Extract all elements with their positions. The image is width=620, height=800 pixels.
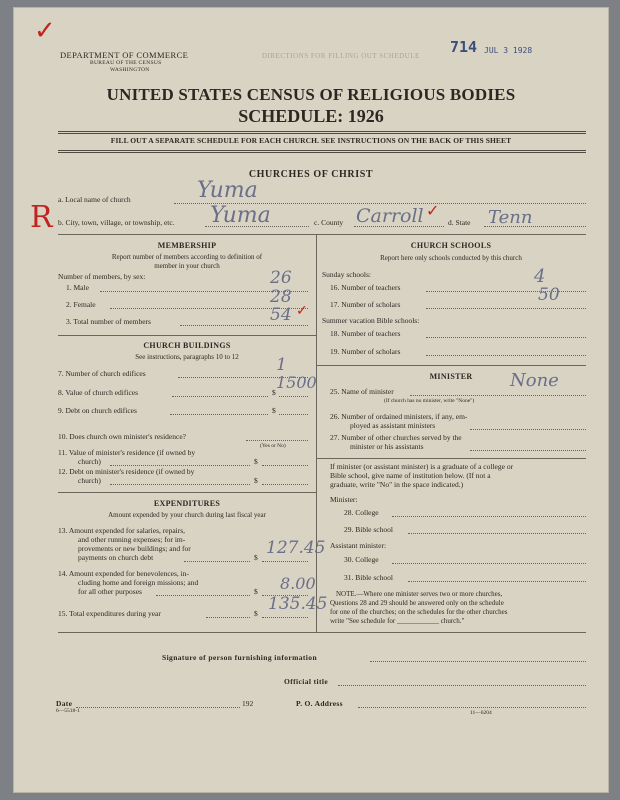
faint-title: DIRECTIONS FOR FILLING OUT SCHEDULE (262, 52, 420, 60)
minister-name-label: 25. Name of minister (330, 387, 394, 396)
receipt-stamp-number: 714 (450, 38, 478, 56)
membership-sub-1: Report number of members according to definition of (111, 253, 263, 261)
female-value: 28 (270, 287, 292, 307)
membership-heading: MEMBERSHIP (157, 241, 217, 250)
assistant-minister-label: Assistant minister: (330, 541, 387, 550)
dollar-sign: $ (254, 587, 258, 596)
summer-scholars-field[interactable] (426, 355, 586, 356)
residence-value-label-2: church) (78, 457, 101, 466)
expense-benevolences-label-1: 14. Amount expended for benevolences, in- (58, 569, 190, 578)
minister-bible-school-field[interactable] (408, 533, 586, 534)
summer-teachers-field[interactable] (426, 337, 586, 338)
summer-schools-label: Summer vacation Bible schools: (322, 316, 420, 325)
red-check-members: ✓ (296, 303, 308, 319)
assistant-college-label: 30. College (344, 555, 379, 564)
local-name-value: Yuma (197, 178, 258, 203)
expense-total-value: 135.45 (268, 594, 328, 614)
total-members-value: 54 (270, 305, 292, 325)
minister-note-2: Questions 28 and 29 should be answered only on the schedule (330, 599, 504, 607)
sunday-teachers-label: 16. Number of teachers (330, 283, 401, 292)
form-title: UNITED STATES CENSUS OF RELIGIOUS BODIES (106, 85, 516, 104)
graduate-note-3: graduate, write "No" in the space indicated.) (330, 480, 464, 489)
county-label: c. County (314, 218, 344, 227)
total-members-field[interactable] (180, 325, 308, 326)
membership-sub-2: member in your church (154, 262, 220, 270)
expense-salaries-label-2: and other running expenses; for im- (78, 535, 186, 544)
local-name-label: a. Local name of church (58, 195, 131, 204)
expense-total-field[interactable] (262, 617, 308, 618)
divider (58, 234, 586, 235)
assistant-college-field[interactable] (392, 563, 586, 564)
residence-debt-label-1: 12. Debt on minister's residence (if owned by (58, 467, 195, 476)
male-label: 1. Male (66, 283, 89, 292)
print-number: 11—6204 (470, 710, 492, 716)
dollar-sign: $ (254, 553, 258, 562)
minister-name-value: None (510, 370, 559, 391)
signature-label: Signature of person furnishing information (162, 653, 318, 662)
residence-value-label-1: 11. Value of minister's residence (if owned by (58, 448, 196, 457)
edifices-value-leader (172, 396, 268, 397)
other-churches-field[interactable] (470, 450, 586, 451)
edifices-value-field[interactable] (279, 396, 308, 397)
state-value: Tenn (488, 207, 533, 228)
minister-sub-label: Minister: (330, 495, 358, 504)
total-members-label: 3. Total number of members (66, 317, 151, 326)
po-address-label: P. O. Address (296, 699, 343, 708)
dollar-sign: $ (272, 388, 276, 397)
female-label: 2. Female (66, 300, 96, 309)
expense-benevolences-label-3: for all other purposes (78, 587, 142, 596)
minister-name-hint: (If church has no minister, write "None") (384, 398, 475, 404)
minister-note-3: for one of the churches; on the schedules for the other churches (330, 608, 508, 616)
other-churches-label-2: minister or his assistants (350, 442, 424, 451)
expense-salaries-label-3: provements or new buildings; and for (78, 544, 191, 553)
expense-salaries-label-1: 13. Amount expended for salaries, repairs, (58, 526, 186, 535)
bureau-city: WASHINGTON (110, 67, 150, 73)
po-address-field[interactable] (358, 707, 586, 708)
form-schedule-year: SCHEDULE: 1926 (238, 106, 384, 126)
dept-name: DEPARTMENT OF COMMERCE (60, 50, 189, 60)
date-field[interactable] (76, 707, 240, 708)
other-churches-label-1: 27. Number of other churches served by the (330, 433, 462, 442)
assistant-bible-school-field[interactable] (408, 581, 586, 582)
sunday-scholars-field[interactable] (426, 308, 586, 309)
divider (316, 458, 586, 459)
male-value: 26 (270, 268, 292, 288)
red-check-county: ✓ (426, 201, 440, 220)
graduate-note-2: Bible school, give name of institution below. (If not a (330, 471, 491, 480)
summer-scholars-label: 19. Number of scholars (330, 347, 401, 356)
expense-salaries-label-4: payments on church debt (78, 553, 154, 562)
city-label: b. City, town, village, or township, etc. (58, 218, 175, 227)
expenditures-sub: Amount expended by your church during last fiscal year (108, 511, 266, 519)
date-label: Date (56, 699, 73, 708)
sunday-teachers-field[interactable] (426, 291, 586, 292)
census-form-sheet (14, 8, 608, 792)
residence-own-field[interactable] (246, 440, 308, 441)
official-title-field[interactable] (338, 685, 586, 686)
expense-salaries-leader (184, 561, 250, 562)
expense-total-leader (206, 617, 250, 618)
edifices-debt-leader (170, 414, 268, 415)
expense-salaries-value: 127.45 (266, 538, 326, 558)
edifices-count-label: 7. Number of church edifices (58, 369, 146, 378)
yes-no-hint: (Yes or No) (260, 443, 286, 449)
sunday-schools-label: Sunday schools: (322, 270, 371, 279)
dollar-sign: $ (272, 406, 276, 415)
members-by-sex-label: Number of members, by sex: (58, 272, 146, 281)
divider (58, 131, 586, 134)
sunday-scholars-label: 17. Number of scholars (330, 300, 401, 309)
edifices-count-value: 1 (276, 355, 287, 375)
red-check-mark: ✓ (34, 16, 56, 46)
ordained-ministers-label-2: ployed as assistant ministers (350, 421, 436, 430)
divider (58, 492, 316, 493)
divider (316, 365, 586, 366)
divider (58, 150, 586, 153)
dollar-sign: $ (254, 609, 258, 618)
residence-own-label: 10. Does church own minister's residence? (58, 432, 186, 441)
expense-benevolences-value: 8.00 (280, 574, 316, 593)
buildings-sub: See instructions, paragraphs 10 to 12 (135, 353, 239, 361)
schools-heading: CHURCH SCHOOLS (410, 241, 492, 250)
signature-field[interactable] (370, 661, 586, 662)
buildings-heading: CHURCH BUILDINGS (143, 341, 231, 350)
bureau-name: BUREAU OF THE CENSUS (90, 60, 162, 66)
state-label: d. State (448, 218, 471, 227)
dollar-sign: $ (254, 457, 258, 466)
form-number: 6—5518-1 (56, 708, 80, 714)
assistant-bible-school-label: 31. Bible school (344, 573, 393, 582)
minister-heading: MINISTER (429, 372, 473, 381)
minister-name-field[interactable] (410, 395, 586, 396)
residence-debt-leader (110, 484, 250, 485)
ordained-ministers-field[interactable] (470, 429, 586, 430)
residence-value-field[interactable] (262, 465, 308, 466)
minister-bible-school-label: 29. Bible school (344, 525, 393, 534)
expense-benevolences-leader (156, 595, 250, 596)
dollar-sign: $ (254, 476, 258, 485)
county-value: Carroll (356, 205, 424, 227)
expense-benevolences-label-2: cluding home and foreign missions; and (78, 578, 199, 587)
ordained-ministers-label-1: 26. Number of ordained ministers, if any, em- (330, 412, 468, 421)
expenditures-heading: EXPENDITURES (153, 499, 221, 508)
sunday-teachers-value: 4 (534, 266, 546, 287)
edifices-value-value: 1500 (276, 373, 317, 392)
graduate-note-1: If minister (or assistant minister) is a graduate of a college or (330, 462, 514, 471)
sunday-scholars-value: 50 (538, 285, 560, 305)
edifices-debt-label: 9. Debt on church edifices (58, 406, 137, 415)
red-r-mark: R (30, 200, 53, 235)
receipt-stamp-date: JUL 3 1928 (484, 46, 533, 55)
schools-sub: Report here only schools conducted by this church (380, 254, 522, 262)
minister-college-field[interactable] (392, 516, 586, 517)
summer-teachers-label: 18. Number of teachers (330, 329, 401, 338)
edifices-debt-field[interactable] (279, 414, 308, 415)
minister-note-4: write "See schedule for ____________ church." (330, 617, 465, 625)
date-year: 192 (242, 699, 254, 708)
expense-total-label: 15. Total expenditures during year (58, 609, 161, 618)
denomination-heading: CHURCHES OF CHRIST (248, 169, 374, 180)
residence-value-leader (110, 465, 250, 466)
divider (58, 335, 316, 336)
official-title-label: Official title (284, 677, 329, 686)
edifices-value-label: 8. Value of church edifices (58, 388, 139, 397)
column-divider (316, 234, 317, 632)
minister-college-label: 28. College (344, 508, 379, 517)
residence-debt-field[interactable] (262, 484, 308, 485)
expense-salaries-field[interactable] (262, 561, 308, 562)
residence-debt-label-2: church) (78, 476, 101, 485)
city-value: Yuma (210, 203, 271, 228)
minister-note-1: NOTE.—Where one minister serves two or more churches, (336, 590, 503, 598)
form-instruction: FILL OUT A SEPARATE SCHEDULE FOR EACH CHURCH. SEE INSTRUCTIONS ON THE BACK OF THIS SHEET (110, 136, 512, 145)
divider (58, 632, 586, 633)
